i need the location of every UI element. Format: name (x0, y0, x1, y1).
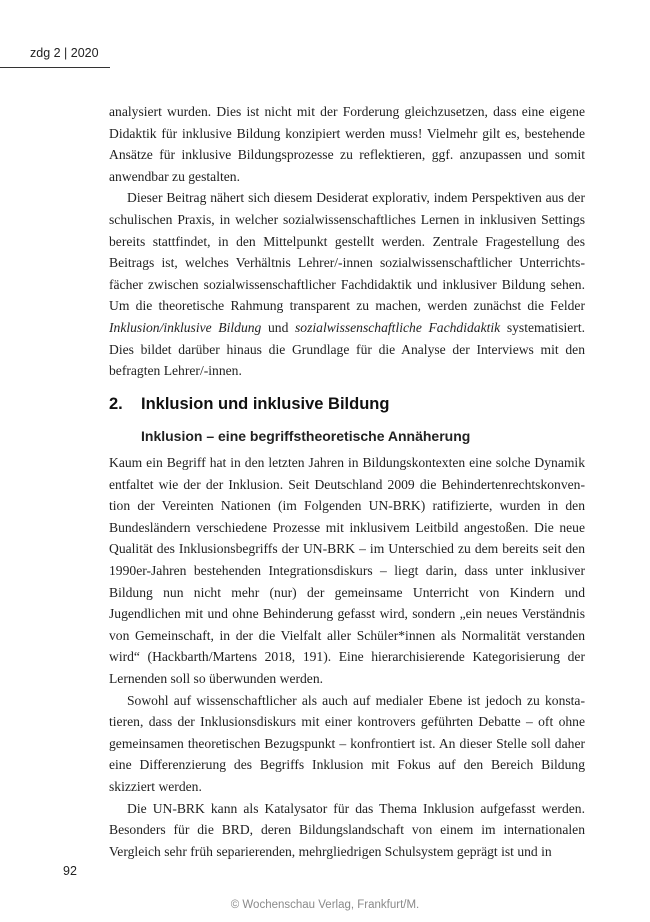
header-rule (0, 67, 110, 68)
page-number: 92 (63, 864, 77, 878)
paragraph: Kaum ein Begriff hat in den letzten Jahren in Bildungskontexten eine solche Dynamik entfaltet wie der der Inklusion. Seit Deutschland 2009 die Behindertenrechtskonvention der Vereinten Nationen (im Folgenden UN-BRK) ratifizierte, wurden in den Bundesländern verschiedene Prozesse mit inklusivem Leitbild angestoßen. Die neue Qualität des Inklusionsbegriffs der UN-BRK – im Unterschied zu dem bereits seit den 1990er-Jahren bestehenden Integrationsdiskurs – liegt darin, dass unter inklusiver Bildung nun nicht mehr (nur) der gemeinsame Unterricht von Kindern und Jugendlichen mit und ohne Behinderung gefasst wird, sondern „ein neues Verständnis von Gemeinschaft, in der die Vielfalt aller Schüler*innen als Normalität verstanden wird“ (Hackbarth/Martens 2018, 191). Eine hierarchisierende Kategorisierung der Lernenden soll so überwunden werden. (109, 455, 585, 686)
text-block-main (109, 452, 585, 862)
text-run: und (267, 319, 289, 335)
paragraph: Die UN-BRK kann als Katalysator für das Thema Inklusion aufgefasst werden. Besonders für die BRD, deren Bildungslandschaft von einem im internationalen Vergleich sehr früh separierenden, mehrgliedrigen Schulsystem geprägt ist und in (109, 800, 585, 859)
journal-issue: zdg 2 | 2020 (30, 46, 99, 60)
emphasis-term: Inklusion/inklusive Bildung (109, 319, 262, 335)
section-number: 2. (109, 395, 123, 413)
paragraph: Sowohl auf wissenschaftlicher als auch auf medialer Ebene ist jedoch zu konstatieren, dass der Inklusionsdiskurs mit einer kontrovers geführten Debatte – oft ohne gemeinsamen theoretischen Bezugspunkt – konfrontiert ist. An dieser Stelle soll daher eine Differenzierung des Begriffs Inklusion mit Fokus auf den Bereich Bildung skizziert werden. (109, 692, 585, 794)
subsection-heading: Inklusion – eine begriffstheoretische Annäherung (141, 428, 471, 444)
text-block-intro (109, 101, 585, 382)
section-title: Inklusion und inklusive Bildung (141, 395, 390, 413)
paragraph (109, 187, 585, 381)
text-run: Dieser Beitrag nähert sich diesem Desiderat explorativ, indem Perspektiven aus der schulischen Praxis, in welcher sozialwissenschaftliches Lernen in inklusiven Settings bereits stattfindet, in den Mittelpunkt gestellt werden. Zentrale Fragestellung des Beitrags ist, welches Verhältnis Lehrer/-innen sozialwissenschaftlicher Unterrichtsfächer zwischen sozialwissenschaftlicher Fachdidaktik und inklusiver Bildung sehen. Um die theoretische Rahmung transparent zu machen, werden zunächst die Felder (109, 190, 585, 314)
running-header (0, 44, 140, 70)
text-run: systematisiert. Dies bildet darüber hinaus die Grundlage für die Analyse der Interviews mit den befragten Lehrer/-innen. (109, 319, 585, 379)
emphasis-term: sozialwissenschaftliche Fachdidaktik (295, 319, 501, 335)
copyright-footer: © Wochenschau Verlag, Frankfurt/M. (230, 899, 420, 911)
paragraph: analysiert wurden. Dies ist nicht mit der Forderung gleichzusetzen, dass eine eigene Didaktik für inklusive Bildung konzipiert werden muss! Vielmehr gilt es, bestehende Ansätze für inklusive Bildungsprozesse zu reflektieren, ggf. anzupassen und somit anwendbar zu gestalten. (109, 104, 585, 184)
section-heading (109, 395, 389, 414)
